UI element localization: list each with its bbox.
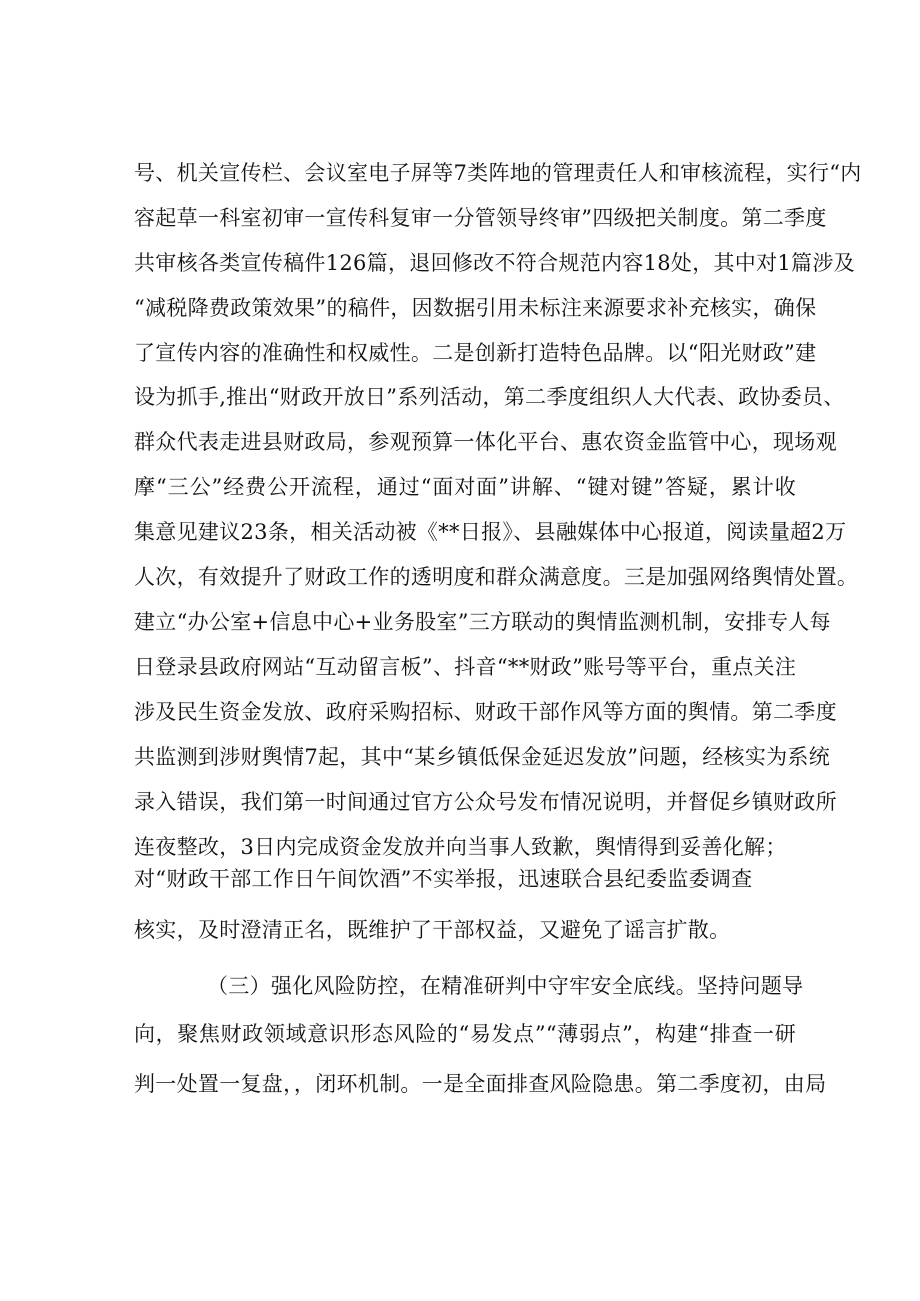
text-line-11: 建立“办公室+信息中心+业务股室”三方联动的舆情监测机制，安排专人每: [134, 610, 831, 634]
text-line-20: 向，聚焦财政领域意识形态风险的“易发点”“薄弱点”，构建“排查一研: [134, 1022, 796, 1046]
text-line-15: 录入错误，我们第一时间通过官方公众号发布情况说明，并督促乡镇财政所: [134, 790, 837, 814]
text-line-9: 集意见建议23条，相关活动被《**日报》、县融媒体中心报道，阅读量超2万: [134, 520, 847, 544]
text-line-4: “减税降费政策效果”的稿件，因数据引用未标注来源要求补充核实，确保: [134, 296, 817, 320]
text-line-12: 日登录县政府网站“互动留言板”、抖音“**财政”账号等平台，重点关注: [134, 655, 797, 679]
text-line-1: 号、机关宣传栏、会议室电子屏等7类阵地的管理责任人和审核流程，实行“内: [134, 161, 862, 185]
text-line-16: 连夜整改，3日内完成资金发放并向当事人致歉，舆情得到妥善化解；: [134, 835, 787, 859]
text-line-7: 群众代表走进县财政局，参观预算一体化平台、惠农资金监管中心，现场观: [134, 430, 837, 454]
text-line-10: 人次，有效提升了财政工作的透明度和群众满意度。三是加强网络舆情处置。: [134, 565, 859, 589]
text-line-5: 了宣传内容的准确性和权威性。二是创新打造特色品牌。以“阳光财政”建: [134, 341, 817, 365]
text-line-2: 容起草一科室初审一宣传科复审一分管领导终审”四级把关制度。第二季度: [134, 206, 827, 230]
text-line-6: 设为抓手,推出“财政开放日”系列活动，第二季度组织人大代表、政协委员、: [134, 385, 845, 409]
text-line-3: 共审核各类宣传稿件126篇，退回修改不符合规范内容18处，其中对1篇涉及: [134, 251, 855, 275]
text-line-17: 对“财政干部工作日午间饮酒”不实举报，迅速联合县纪委监委调查: [134, 867, 753, 891]
text-line-18: 核实，及时澄清正名，既维护了干部权益，又避免了谣言扩散。: [134, 918, 731, 942]
section-heading-line: （三）强化风险防控，在精准研判中守牢安全底线。坚持问题导: [207, 974, 804, 998]
text-line-14: 共监测到涉财舆情7起，其中“某乡镇低保金延迟发放”问题，经核实为系统: [134, 745, 831, 769]
text-line-8: 摩“三公”经费公开流程，通过“面对面”讲解、“键对键”答疑，累计收: [134, 475, 796, 499]
text-line-21: 判一处置一复盘，，闭环机制。一是全面排查风险隐患。第二季度初，由局: [134, 1072, 827, 1096]
text-line-13: 涉及民生资金发放、政府采购招标、财政干部作风等方面的舆情。第二季度: [134, 700, 837, 724]
